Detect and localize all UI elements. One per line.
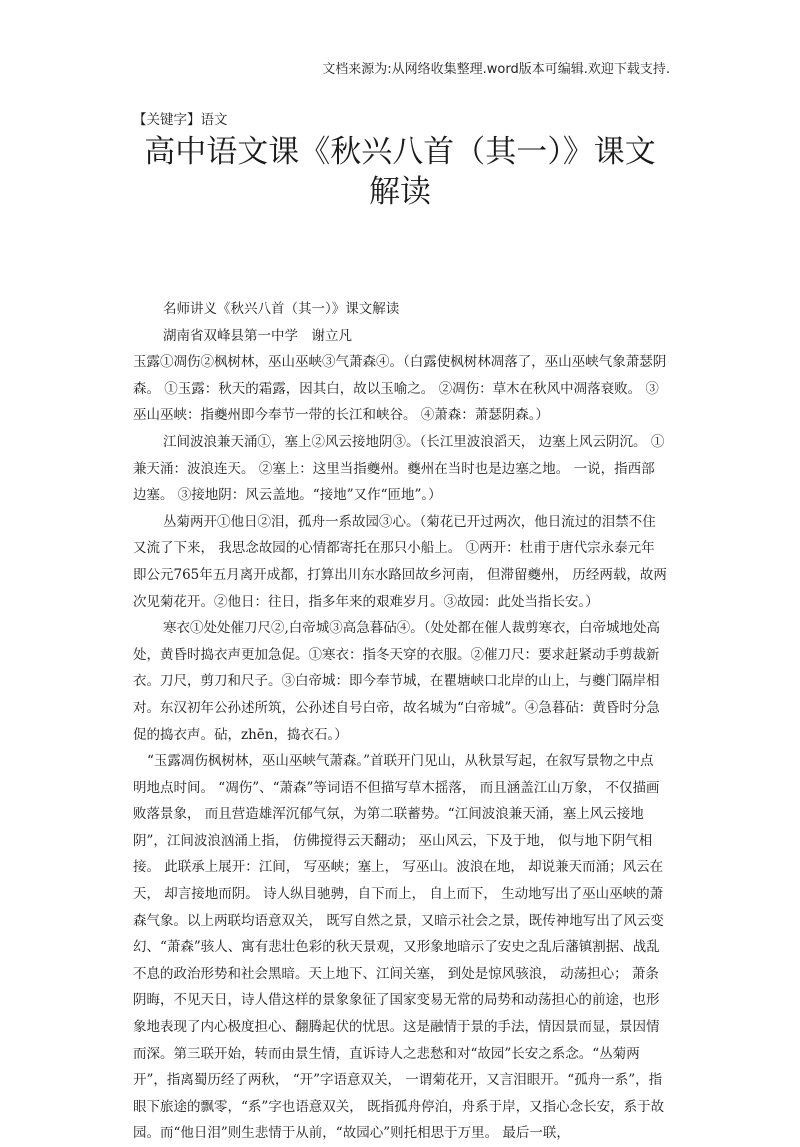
poem-line-2-paragraph: 江间波浪兼天涌①，塞上②风云接地阴③。（长江里波浪滔天， 边塞上风云阴沉。 ①兼天涌：波浪连天。 ②塞上：这里当指夔州。夔州在当时也是边塞之地。 一说，指西部边塞。 ③接地阴：风云盖地。“接地”又作“匝地”。）	[133, 433, 665, 504]
poem-line-4-paragraph: 寒衣①处处催刀尺②,白帝城③高急暮砧④。（处处都在催人裁剪寒衣，白帝城地处高处，黄昏时捣衣声更加急促。①寒衣：指冬天穿的衣服。②催刀尺：要求赶紧动手剪裁新衣。刀尺，剪刀和尺子。③白帝城：即今奉节城，在瞿塘峡口北岸的山上，与夔门隔岸相对。东汉初年公孙述所筑，公孙述自号白帝，故名城为“白帝城”。④急暮砧：黄昏时分急促的捣衣声。砧，zhēn，捣衣石。）	[133, 620, 661, 743]
poem-line-3-paragraph: 丛菊两开①他日②泪，孤舟一系故园③心。（菊花已开过两次，他日流过的泪禁不住又流了下来， 我思念故园的心情都寄托在那只小船上。 ①两开：杜甫于唐代宗永泰元年即公元765年五月离开成都，打算出川东水路回故乡河南， 但滞留夔州， 历经两载，故两次见菊花开。②他日：往日，指多年来的艰难岁月。③故园：此处当指长安。）	[133, 513, 667, 610]
author-line: 湖南省双峰县第一中学 谢立凡	[163, 327, 352, 344]
title-line-1: 高中语文课《秋兴八首（其一）》课文	[144, 134, 656, 170]
document-body	[133, 296, 667, 1147]
keyword-line: 【关键字】语文	[133, 112, 228, 128]
source-note: 文档来源为:从网络收集整理.word版本可编辑.欢迎下载支持.	[322, 62, 670, 77]
poem-line-1-paragraph: 玉露①凋伤②枫树林，巫山巫峡③气萧森④。（白露使枫树林凋落了，巫山巫峡气象萧瑟阴森。 ①玉露：秋天的霜露，因其白，故以玉喻之。 ②凋伤：草木在秋风中凋落衰败。 ③巫山巫峡：指夔州即今奉节一带的长江和峡谷。 ④萧森：萧瑟阴森。）	[133, 354, 667, 424]
document-title	[133, 132, 667, 212]
lecture-title: 名师讲义《秋兴八首（其一）》课文解读	[163, 301, 400, 317]
analysis-paragraph: “玉露凋伤枫树林，巫山巫峡气萧森。”首联开门见山，从秋景写起，在叙写景物之中点明地点时间。 “凋伤”、“萧森”等词语不但描写草木摇落， 而且涵盖江山万象， 不仅描画败落景象， 而且营造雄浑沉郁气氛，为第二联蓄势。“江间波浪兼天涌，塞上风云接地阴”，江间波浪汹涌上指， 仿佛搅得云天翻动； 巫山风云，下及于地， 似与地下阴气相接。 此联承上展开：江间， 写巫峡；塞上， 写巫山。波浪在地， 却说兼天而涌；风云在天， 却言接地而阴。 诗人纵目驰骋，自下而上， 自上而下， 生动地写出了巫山巫峡的萧森气象。以上两联均语意双关， 既写自然之景，又暗示社会之景，既传神地写出了风云变幻、“萧森”骇人、寓有悲壮色彩的秋天景观，又形象地暗示了安史之乱后藩镇割据、战乱不息的政治形势和社会黑暗。天上地下、江间关塞， 到处是惊风骇浪， 动荡担心； 萧条阴晦，不见天日，诗人借这样的景象象征了国家变易无常的局势和动荡担心的前途，也形象地表现了内心极度担心、翻腾起伏的忧思。这是融情于景的手法，情因景而显，景因情而深。第三联开始，转而由景生情，直诉诗人之悲愁和对“故园”长安之系念。“丛菊两开”，指离蜀历经了两秋， “开”字语意双关， 一谓菊花开，又言泪眼开。“孤舟一系”，指眼下旅途的飘零，“系”字也语意双关， 既指孤舟停泊，舟系于岸，又指心念长安，系于故园。而“他日泪”则生悲情于从前，“故园心”则托相思于万里。 最后一联，	[133, 753, 665, 1142]
title-line-2: 解读	[369, 174, 431, 210]
